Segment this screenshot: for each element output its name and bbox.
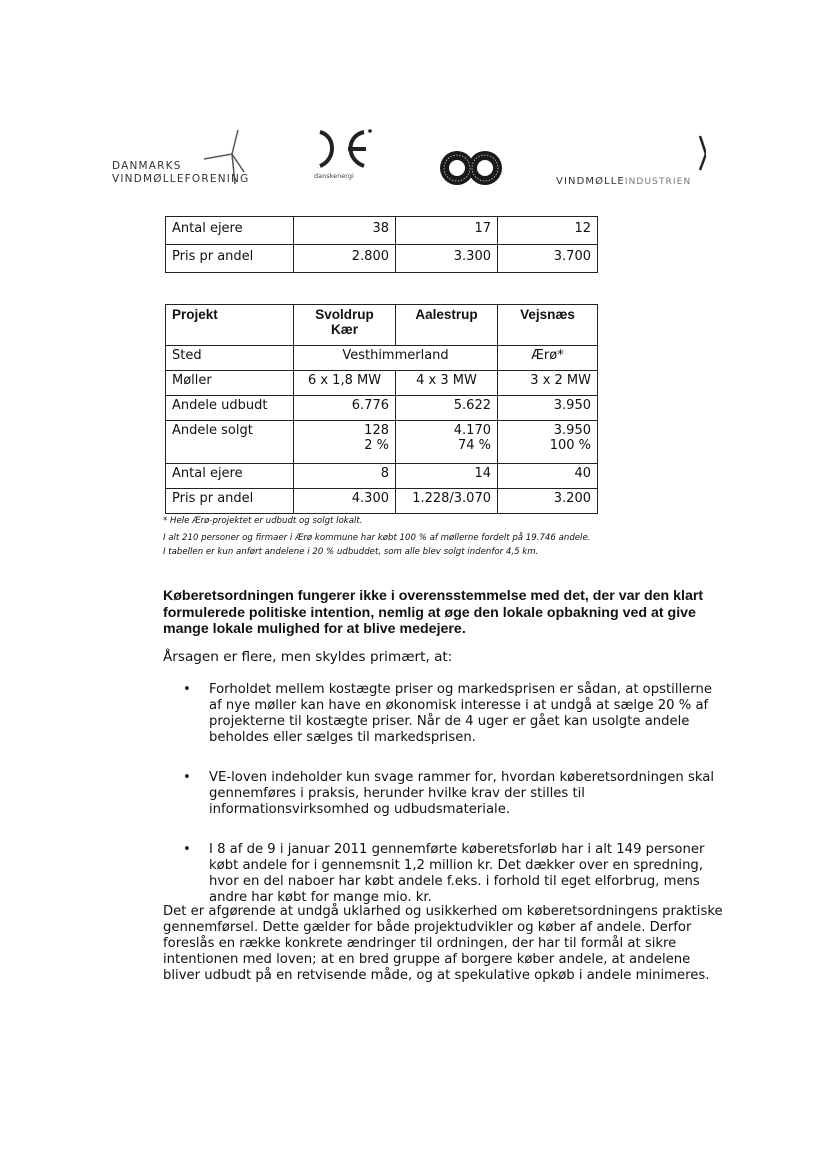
row-label: Pris pr andel bbox=[166, 245, 294, 273]
table-row bbox=[166, 396, 598, 421]
infinity-circles-icon bbox=[438, 148, 504, 188]
logo-danmarks-vindmolleforening bbox=[112, 126, 262, 190]
cell-value: 12 bbox=[498, 217, 598, 245]
logo-text-line2: VINDMØLLEFORENING bbox=[112, 173, 250, 185]
turbine-blades-icon bbox=[556, 130, 706, 174]
closing-paragraph: Det er afgørende at undgå uklarhed og usikkerhed om køberetsordningens praktiske gennemførsel. Dette gælder for både projektudvikler og køber af andele. Derfor foreslås en række konkrete ændringer til ordningen, der har til formål at sikre intentionen med loven; at en bred gruppe af borgere køber andele, at andelene bliver udbudt på en retvisende måde, og at spekulative opkøb i andele minimeres. bbox=[163, 904, 723, 983]
list-item-text: I 8 af de 9 i januar 2011 gennemførte køberetsforløb har i alt 149 personer købt andele for i gennemsnit 1,2 million kr. Det dækker over en spredning, hvor en del naboer har købt andele f.eks. i forhold til eget elforbrug, mens andre har købt for mange mio. kr. bbox=[209, 842, 705, 905]
header-svoldrup: Svoldrup Kær bbox=[294, 305, 396, 346]
table-row bbox=[166, 245, 598, 273]
row-label: Pris pr andel bbox=[166, 489, 294, 514]
cell-merged: Vesthimmerland bbox=[294, 346, 498, 371]
header-aalestrup: Aalestrup bbox=[396, 305, 498, 346]
cell-value: 38 bbox=[294, 217, 396, 245]
list-item bbox=[163, 770, 723, 818]
footnote: I tabellen er kun anført andelene i 20 % udbuddet, som alle blev solgt indenfor 4,5 km. bbox=[163, 547, 539, 557]
bullet-icon: • bbox=[183, 682, 191, 697]
table-row bbox=[166, 464, 598, 489]
logo-text-light: INDUSTRIEN bbox=[624, 177, 692, 187]
cell-percent: 100 % bbox=[549, 438, 591, 453]
cell-value: 5.622 bbox=[396, 396, 498, 421]
table-row bbox=[166, 489, 598, 514]
cell-value: 3.300 bbox=[396, 245, 498, 273]
cell-value-pair bbox=[396, 421, 498, 464]
cell-value: 6.776 bbox=[294, 396, 396, 421]
table-row bbox=[166, 371, 598, 396]
cell-percent: 74 % bbox=[457, 438, 491, 453]
list-item-text: VE-loven indeholder kun svage rammer for, hvordan køberetsordningen skal gennemføres i praksis, herunder hvilke krav der stilles til informationsvirksomhed og udbudsmateriale. bbox=[209, 770, 714, 817]
cell-value: 6 x 1,8 MW bbox=[294, 371, 396, 396]
cell-value: 4.300 bbox=[294, 489, 396, 514]
intro-paragraph: Årsagen er flere, men skyldes primært, at: bbox=[163, 649, 453, 665]
header-projekt: Projekt bbox=[166, 305, 294, 346]
row-label: Andele solgt bbox=[166, 421, 294, 464]
cell-value: 3 x 2 MW bbox=[498, 371, 598, 396]
cell-value: 8 bbox=[294, 464, 396, 489]
footnote: * Hele Ærø-projektet er udbudt og solgt lokalt. bbox=[163, 516, 363, 526]
logo-text-bold: VINDMØLLE bbox=[556, 176, 625, 187]
bullet-list bbox=[163, 682, 723, 930]
bullet-icon: • bbox=[183, 842, 191, 857]
logo-caption: danskenergi bbox=[314, 172, 354, 180]
cell-value: Ærø* bbox=[498, 346, 598, 371]
cell-value: 2.800 bbox=[294, 245, 396, 273]
logo-text-line1: DANMARKS bbox=[112, 160, 182, 172]
table-row bbox=[166, 421, 598, 464]
projects-table bbox=[165, 304, 598, 514]
cell-count: 128 bbox=[364, 423, 389, 438]
cell-count: 3.950 bbox=[553, 423, 591, 438]
logo-vindmolleindustrien bbox=[556, 130, 706, 190]
table-row bbox=[166, 346, 598, 371]
logo-text bbox=[556, 176, 691, 187]
cell-value-pair bbox=[498, 421, 598, 464]
header-vejsnaes: Vejsnæs bbox=[498, 305, 598, 346]
table-row bbox=[166, 217, 598, 245]
dansk-energi-icon bbox=[312, 126, 376, 172]
row-label: Sted bbox=[166, 346, 294, 371]
row-label: Antal ejere bbox=[166, 217, 294, 245]
list-item bbox=[163, 682, 723, 746]
cell-percent: 2 % bbox=[364, 438, 389, 453]
cell-value: 40 bbox=[498, 464, 598, 489]
cell-value: 3.700 bbox=[498, 245, 598, 273]
summary-table bbox=[165, 216, 598, 273]
list-item bbox=[163, 842, 723, 906]
cell-value: 17 bbox=[396, 217, 498, 245]
cell-value: 4 x 3 MW bbox=[396, 371, 498, 396]
cell-count: 4.170 bbox=[453, 423, 491, 438]
bullet-icon: • bbox=[183, 770, 191, 785]
logo-landbrug-fodevarer bbox=[438, 148, 504, 188]
cell-value: 3.950 bbox=[498, 396, 598, 421]
row-label: Andele udbudt bbox=[166, 396, 294, 421]
cell-value: 14 bbox=[396, 464, 498, 489]
footnote: I alt 210 personer og firmaer i Ærø kommune har købt 100 % af møllerne fordelt på 19.746 andele. bbox=[163, 533, 591, 543]
cell-value: 1.228/3.070 bbox=[396, 489, 498, 514]
cell-value: 3.200 bbox=[498, 489, 598, 514]
cell-value-pair bbox=[294, 421, 396, 464]
list-item-text: Forholdet mellem kostægte priser og markedsprisen er sådan, at opstillerne af nye møller kan have en økonomisk interesse i at undgå at sælge 20 % af projekterne til kostægte priser. Når de 4 uger er gået kan usolgte andele beholdes eller sælges til markedsprisen. bbox=[209, 682, 712, 745]
row-label: Antal ejere bbox=[166, 464, 294, 489]
row-label: Møller bbox=[166, 371, 294, 396]
section-heading: Køberetsordningen fungerer ikke i overensstemmelse med det, der var den klart formulerede politiske intention, nemlig at øge den lokale opbakning ved at give mange lokale mulighed for at blive medejere. bbox=[163, 588, 704, 637]
logo-dansk-energi bbox=[312, 126, 376, 190]
table-header-row bbox=[166, 305, 598, 346]
